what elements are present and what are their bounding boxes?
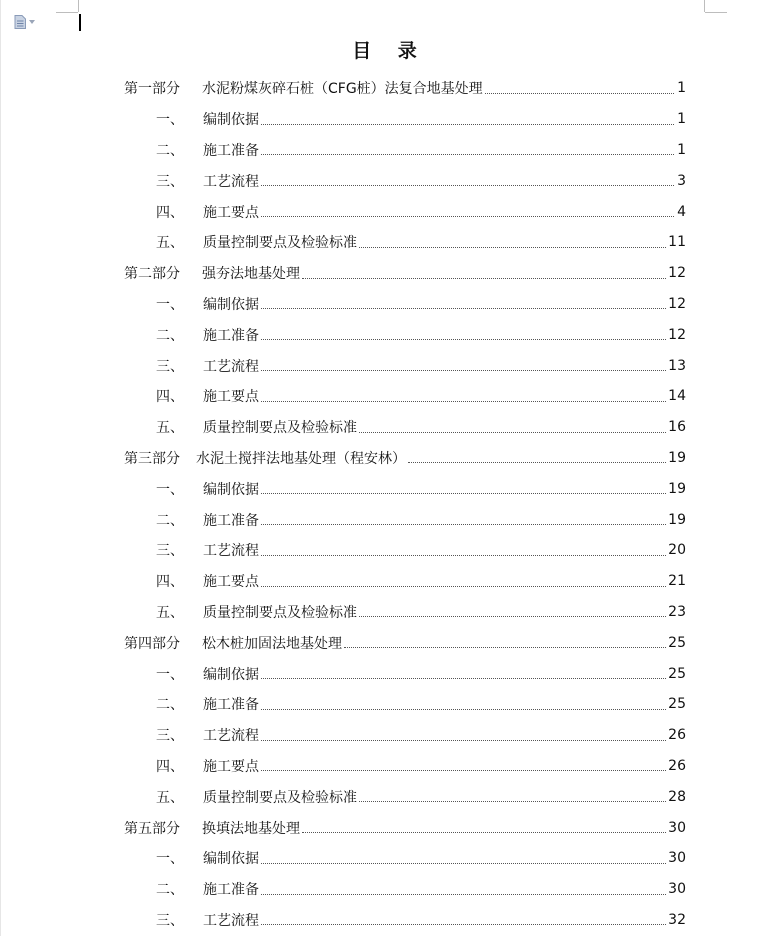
toc-dot-leader <box>359 247 666 248</box>
toc-page-number: 12 <box>668 295 686 312</box>
toc-dot-leader <box>261 709 666 710</box>
toc-entry-title: 工艺流程 <box>203 173 259 190</box>
toc-entry-title: 施工要点 <box>203 389 259 406</box>
toc-entry-section[interactable] <box>124 905 686 936</box>
toc-entry-number: 二、 <box>156 142 184 159</box>
table-of-contents <box>124 73 686 935</box>
corner-mark-top-left <box>56 12 78 13</box>
toc-page-number: 12 <box>668 265 686 282</box>
toc-entry-number: 五、 <box>156 235 184 252</box>
toc-entry-number: 一、 <box>156 296 184 313</box>
toc-page-number: 25 <box>668 665 686 682</box>
toc-entry-number: 三、 <box>156 912 184 929</box>
toc-entry-title: 施工准备 <box>203 142 259 159</box>
toc-entry-section[interactable] <box>124 165 686 196</box>
toc-entry-number: 一、 <box>156 666 184 683</box>
toc-page-number: 25 <box>668 634 686 651</box>
toc-dot-leader <box>261 524 666 525</box>
toc-entry-section[interactable] <box>124 504 686 535</box>
toc-page-number: 32 <box>668 911 686 928</box>
toc-entry-title: 编制依据 <box>203 666 259 683</box>
toc-page-number: 19 <box>668 449 686 466</box>
toc-dot-leader <box>485 93 674 94</box>
toc-page-number: 1 <box>677 111 686 128</box>
toc-entry-number: 第五部分 <box>124 820 180 837</box>
toc-entry-number: 四、 <box>156 389 184 406</box>
toc-entry-section[interactable] <box>124 720 686 751</box>
toc-entry-number: 二、 <box>156 882 184 899</box>
toc-entry-section[interactable] <box>124 781 686 812</box>
toc-dot-leader <box>261 339 666 340</box>
toc-entry-title: 施工准备 <box>203 697 259 714</box>
toc-entry-section[interactable] <box>124 104 686 135</box>
toc-entry-section[interactable] <box>124 566 686 597</box>
toc-page-number: 11 <box>668 234 686 251</box>
toc-entry-section[interactable] <box>124 227 686 258</box>
toc-entry-title: 施工要点 <box>203 204 259 221</box>
toc-page-number: 14 <box>668 388 686 405</box>
toc-entry-number: 五、 <box>156 420 184 437</box>
toc-entry-number: 四、 <box>156 758 184 775</box>
toc-entry-title: 工艺流程 <box>203 543 259 560</box>
toc-dot-leader <box>261 678 666 679</box>
toc-page-number: 16 <box>668 419 686 436</box>
toc-entry-part[interactable] <box>124 73 686 104</box>
toc-dot-leader <box>261 308 666 309</box>
toc-page-number: 13 <box>668 357 686 374</box>
toc-dot-leader <box>261 493 666 494</box>
toc-entry-section[interactable] <box>124 381 686 412</box>
toc-entry-number: 第四部分 <box>124 635 180 652</box>
toc-entry-title: 施工要点 <box>203 758 259 775</box>
text-caret <box>79 14 81 31</box>
toc-entry-title: 质量控制要点及检验标准 <box>203 235 357 252</box>
toc-entry-number: 三、 <box>156 173 184 190</box>
corner-mark-top-right <box>705 12 727 13</box>
toc-entry-number: 三、 <box>156 728 184 745</box>
toc-dot-leader <box>344 647 666 648</box>
toc-entry-number: 五、 <box>156 789 184 806</box>
toc-entry-section[interactable] <box>124 874 686 905</box>
toc-dot-leader <box>261 863 666 864</box>
toc-entry-title: 编制依据 <box>203 481 259 498</box>
toc-entry-part[interactable] <box>124 443 686 474</box>
toc-page-number: 26 <box>668 727 686 744</box>
toc-entry-title: 质量控制要点及检验标准 <box>203 789 357 806</box>
toc-entry-title: 施工准备 <box>203 512 259 529</box>
toc-entry-title: 施工准备 <box>203 882 259 899</box>
toc-entry-section[interactable] <box>124 597 686 628</box>
toc-entry-title: 质量控制要点及检验标准 <box>203 604 357 621</box>
toc-entry-number: 一、 <box>156 481 184 498</box>
toc-entry-section[interactable] <box>124 196 686 227</box>
toc-entry-number: 二、 <box>156 327 184 344</box>
toc-entry-number: 第一部分 <box>124 81 180 98</box>
toc-entry-title: 工艺流程 <box>203 912 259 929</box>
toc-page-number: 1 <box>677 141 686 158</box>
toc-entry-title: 编制依据 <box>203 112 259 129</box>
toc-entry-part[interactable] <box>124 812 686 843</box>
toc-dot-leader <box>261 216 674 217</box>
toc-dot-leader <box>302 832 666 833</box>
toc-page-number: 4 <box>677 203 686 220</box>
toc-dot-leader <box>261 370 666 371</box>
toc-dot-leader <box>261 894 666 895</box>
toc-dot-leader <box>261 586 666 587</box>
toc-dot-leader <box>261 401 666 402</box>
toc-dot-leader <box>261 924 666 925</box>
toc-entry-section[interactable] <box>124 412 686 443</box>
toc-entry-section[interactable] <box>124 473 686 504</box>
corner-mark-top-left-vertical <box>78 0 79 12</box>
toc-entry-title: 换填法地基处理 <box>202 820 300 837</box>
toc-entry-section[interactable] <box>124 350 686 381</box>
page-edge <box>0 0 1 936</box>
corner-mark-top-right-vertical <box>704 0 705 12</box>
toc-page-number: 30 <box>668 881 686 898</box>
toc-title: 目 录 <box>352 40 427 62</box>
chevron-down-icon <box>29 20 35 24</box>
toc-page-number: 28 <box>668 788 686 805</box>
toc-entry-section[interactable] <box>124 689 686 720</box>
toc-entry-number: 三、 <box>156 358 184 375</box>
toc-entry-number: 二、 <box>156 512 184 529</box>
toc-page-number: 25 <box>668 696 686 713</box>
toc-entry-part[interactable] <box>124 258 686 289</box>
toc-page-number: 23 <box>668 603 686 620</box>
toc-entry-number: 四、 <box>156 574 184 591</box>
toc-entry-title: 松木桩加固法地基处理 <box>202 635 342 652</box>
toc-entry-title: 强夯法地基处理 <box>202 266 300 283</box>
toc-entry-title: 工艺流程 <box>203 358 259 375</box>
toc-dot-leader <box>408 462 666 463</box>
document-menu-button[interactable] <box>14 14 40 30</box>
toc-page-number: 30 <box>668 850 686 867</box>
toc-page-number: 26 <box>668 757 686 774</box>
toc-entry-number: 一、 <box>156 112 184 129</box>
toc-page-number: 20 <box>668 542 686 559</box>
toc-entry-number: 第二部分 <box>124 266 180 283</box>
toc-entry-section[interactable] <box>124 843 686 874</box>
toc-dot-leader <box>261 555 666 556</box>
toc-dot-leader <box>302 278 666 279</box>
toc-dot-leader <box>261 770 666 771</box>
toc-page-number: 21 <box>668 573 686 590</box>
document-icon <box>14 15 26 29</box>
toc-entry-title: 编制依据 <box>203 296 259 313</box>
toc-entry-section[interactable] <box>124 751 686 782</box>
toc-entry-section[interactable] <box>124 319 686 350</box>
toc-entry-title: 施工准备 <box>203 327 259 344</box>
toc-entry-number: 三、 <box>156 543 184 560</box>
toc-entry-section[interactable] <box>124 289 686 320</box>
toc-dot-leader <box>359 432 666 433</box>
toc-entry-number: 一、 <box>156 851 184 868</box>
toc-page-number: 12 <box>668 326 686 343</box>
toc-entry-section[interactable] <box>124 658 686 689</box>
toc-dot-leader <box>359 801 666 802</box>
toc-dot-leader <box>261 154 674 155</box>
toc-entry-section[interactable] <box>124 535 686 566</box>
toc-entry-title: 工艺流程 <box>203 728 259 745</box>
toc-page-number: 19 <box>668 480 686 497</box>
toc-page-number: 1 <box>677 80 686 97</box>
toc-entry-title: 编制依据 <box>203 851 259 868</box>
toc-entry-number: 四、 <box>156 204 184 221</box>
toc-entry-section[interactable] <box>124 135 686 166</box>
toc-page-number: 30 <box>668 819 686 836</box>
toc-dot-leader <box>261 124 674 125</box>
toc-page-number: 19 <box>668 511 686 528</box>
toc-entry-title: 水泥土搅拌法地基处理（程安林） <box>196 450 406 467</box>
toc-entry-part[interactable] <box>124 627 686 658</box>
toc-entry-title: 施工要点 <box>203 574 259 591</box>
toc-entry-number: 二、 <box>156 697 184 714</box>
toc-dot-leader <box>359 616 666 617</box>
toc-entry-title: 质量控制要点及检验标准 <box>203 420 357 437</box>
toc-page-number: 3 <box>677 172 686 189</box>
toc-entry-number: 第三部分 <box>124 450 180 467</box>
toc-dot-leader <box>261 185 674 186</box>
toc-entry-title: 水泥粉煤灰碎石桩（CFG桩）法复合地基处理 <box>202 81 483 98</box>
toc-entry-number: 五、 <box>156 604 184 621</box>
toc-dot-leader <box>261 740 666 741</box>
